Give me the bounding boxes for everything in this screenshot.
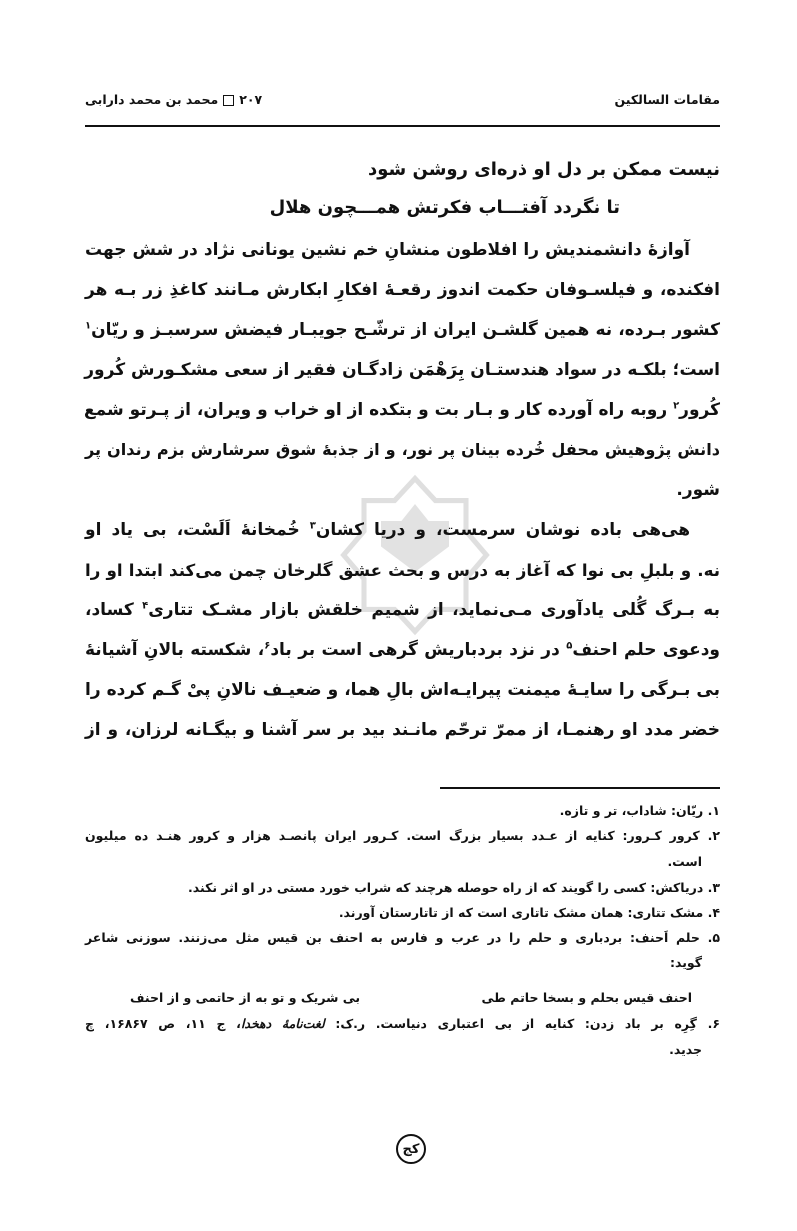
header-rule bbox=[85, 125, 720, 127]
text-segment: ، شکسته بالانِ آشیانهٔ bbox=[85, 640, 265, 660]
footnote-line bbox=[85, 849, 720, 875]
footnote-verse-hemistich-2: بی شریک و تو به از حاتمی و از احنف bbox=[130, 990, 361, 1005]
text-segment: ۶. گِرِه بر باد زدن: کنایه از بی اعتباری دنیاست. ر.ک: bbox=[324, 1016, 720, 1031]
square-separator-icon bbox=[223, 95, 234, 106]
text-segment: کُرور bbox=[679, 400, 720, 420]
footnote-line bbox=[85, 823, 720, 849]
footnote-marker: ۶ bbox=[264, 640, 271, 652]
footnote-line bbox=[85, 900, 720, 926]
verse-line-1: نیست ممکن بر دل او ذره‌ای روشن شود bbox=[368, 159, 720, 180]
body-line bbox=[85, 470, 720, 510]
abjad-page-mark bbox=[396, 1134, 426, 1164]
text-segment: ۵. حلم اَحنف: بردباری و حلم را در عرب و فارس به احنف بن قیس مثل می‌زنند. سوزنی شاعر bbox=[85, 930, 720, 945]
footnote-marker: ۲ bbox=[673, 400, 680, 412]
text-segment: نه. و بلبلِ بی نوا که آغاز به درس و بحث عشق گلرخان چمن می‌کند ابتدا او را bbox=[85, 560, 720, 580]
footnote-rule bbox=[440, 787, 720, 789]
verse-line-2: تا نگردد آفتـــاب فکرتش همـــچون هلال bbox=[269, 197, 620, 218]
body-line bbox=[85, 350, 720, 390]
footnote-line bbox=[85, 875, 720, 901]
text-segment: کساد، bbox=[85, 600, 143, 620]
footnote-line bbox=[85, 1037, 720, 1063]
text-segment: افکنده، و فیلسـوفان حکمت اندوز رقعـهٔ افکارِ ابکارش مـانند کاغذِ زر بـه هر bbox=[85, 280, 720, 300]
running-title: مقامات السالکین bbox=[614, 92, 720, 107]
footnote-line bbox=[85, 798, 720, 824]
footnote-marker: ۳ bbox=[309, 520, 316, 532]
footnote-marker: ۱ bbox=[85, 320, 92, 332]
footnote-marker: ۵ bbox=[566, 640, 573, 652]
footnote-line bbox=[85, 950, 720, 976]
text-segment: بی بـرگی را سایـهٔ میمنت پیرایـه‌اش بالِ هما، و ضعیـف نالانِ پیْ گـم کرده را bbox=[85, 680, 720, 700]
body-line bbox=[85, 390, 720, 430]
text-segment: گوید: bbox=[669, 955, 702, 970]
body-line bbox=[85, 230, 720, 270]
text-segment: ، ج ۱۱، ص ۱۶۸۶۷، چ bbox=[85, 1016, 241, 1031]
footnote-line bbox=[85, 925, 720, 951]
text-segment: است؛ بلکـه در سواد هندستـان بِرَهْمَن زادگـان فقیر از سعی مشکـورش کُرور bbox=[84, 360, 720, 380]
text-segment: ۲. کرور کـرور: کنایه از عـدد بسیار بزرگ است. کـرور ایران پانصـد هزار و کرور هنـد ده میلیون bbox=[85, 828, 720, 843]
body-line bbox=[85, 270, 720, 310]
text-segment: هی‌هی باده نوشان سرمست، و دریا کشان bbox=[315, 520, 691, 540]
text-segment: خُمخانهٔ اَلَسْت، بی یاد او bbox=[85, 520, 310, 540]
body-line bbox=[85, 710, 720, 750]
text-segment: ۴. مشک تتاری: همان مشک تاتاری است که از تاتارستان آورند. bbox=[338, 905, 720, 920]
italic-citation: لغت‌نامهٔ دهخدا bbox=[240, 1016, 325, 1031]
page-number: ۲۰۷ bbox=[239, 92, 263, 107]
body-line bbox=[85, 430, 720, 470]
text-segment: ۳. دریاکش: کسی را گویند که از راه حوصله هرچند که شراب خورد مستی در او اثر نکند. bbox=[188, 880, 720, 895]
footnote-verse-hemistich-1: احنف قیس بحلم و بسخا حاتم طی bbox=[481, 990, 692, 1005]
text-segment: ودعوی حلم احنف bbox=[572, 640, 720, 660]
abjad-page-mark-text: کج bbox=[402, 1141, 420, 1157]
text-segment: به بـرگ گُلی یادآوری مـی‌نماید، از شمیم خلقش بازار مشـک تتاری bbox=[148, 600, 720, 620]
body-line bbox=[85, 630, 720, 670]
text-segment: کشور بـرده، نه همین گلشـن ایران از ترشّـح جویبـار فیضش سرسبـز و ریّان bbox=[91, 320, 720, 340]
author-name: محمد بن محمد دارابی bbox=[85, 92, 219, 107]
text-segment: خضر مدد او رهنمـا، از ممرّ ترحّم مانـند بید بر سر آشنا و بیگـانه لرزان، و از bbox=[85, 720, 720, 740]
footnote-marker: ۴ bbox=[142, 600, 149, 612]
text-segment: دانش پژوهیش محفل خُرده بینان پر نور، و از جذبهٔ شوق سرشارش بزم رندان پر bbox=[85, 440, 720, 459]
footnote-line bbox=[85, 1011, 720, 1037]
text-segment: ۱. ریّان: شاداب، تر و تازه. bbox=[559, 803, 720, 818]
body-line bbox=[85, 310, 720, 350]
running-header-author-page bbox=[85, 92, 262, 107]
text-segment: است. bbox=[667, 854, 702, 869]
text-segment: در نزد بردباریش گرهی است بر باد bbox=[270, 640, 567, 660]
body-line bbox=[85, 550, 720, 590]
text-segment: شور. bbox=[676, 480, 720, 500]
body-line bbox=[85, 590, 720, 630]
text-segment: آوازهٔ دانشمندیش را افلاطون منشانِ خم نشین یونانی نژاد در شش جهت bbox=[85, 240, 690, 260]
body-line bbox=[85, 670, 720, 710]
text-segment: جدید. bbox=[669, 1042, 702, 1057]
body-line bbox=[85, 510, 720, 550]
text-segment: روبه راه آورده کار و بـار بت و بتکده از او خراب و ویران، از پـرتو شمع bbox=[84, 400, 674, 420]
